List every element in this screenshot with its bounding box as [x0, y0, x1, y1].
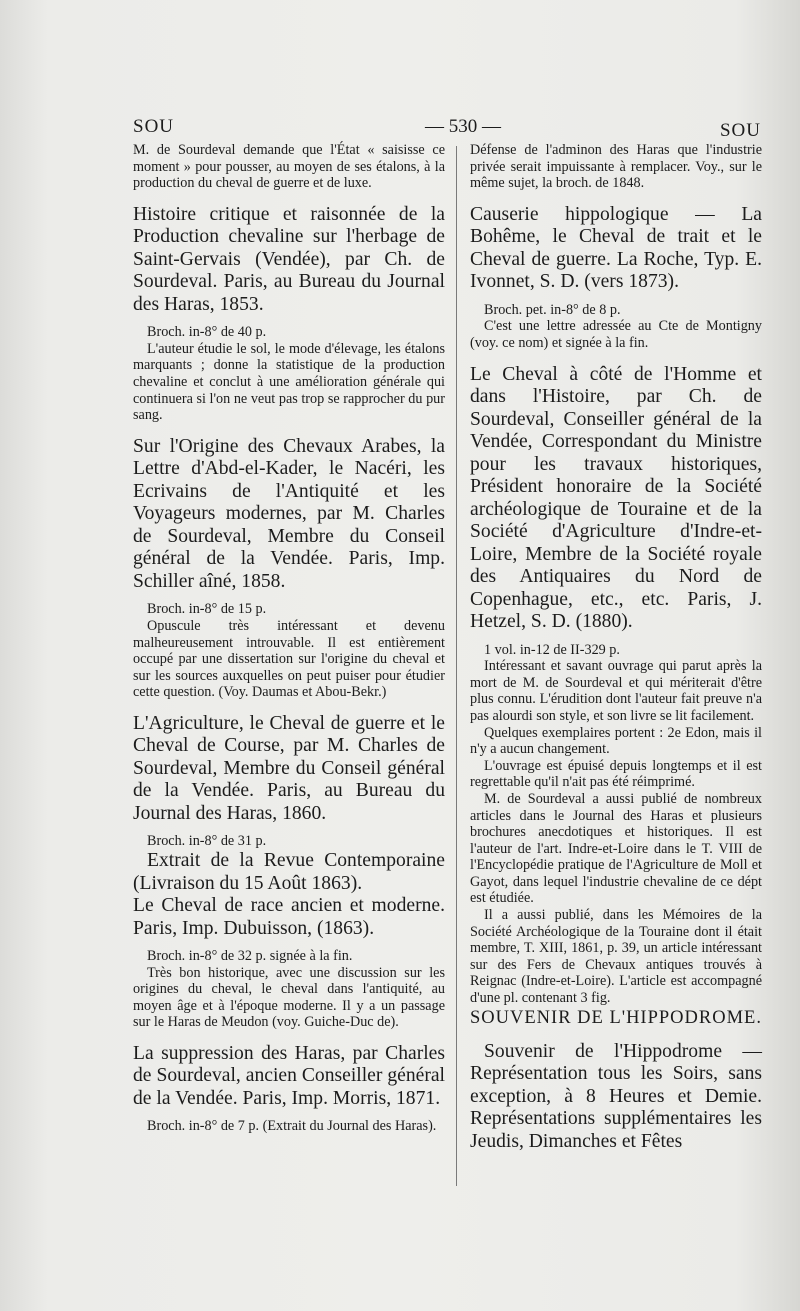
- entry-note: Quelques exemplaires portent : 2e Edon, mais il n'y a aucun changement.: [470, 724, 762, 758]
- entry-format: Broch. in-8° de 40 p.: [147, 324, 267, 341]
- entry-format: Broch. in-8° de 32 p. signée à la fin.: [147, 948, 353, 964]
- entry-title: Souvenir de l'Hippodrome — Représentation tous les Soirs, sans exception, à 8 Heures et Demie. Représentations supplémentaires les Jeudis, Dimanches et Fêtes: [470, 1040, 762, 1152]
- entry-note: Intéressant et savant ouvrage qui parut après la mort de M. de Sourdeval et qui mériterait d'être plus connu. L'érudition dont l'auteur fait preuve n'a pas alourdi son style, et son livre se lit facilement.: [470, 658, 762, 724]
- entry-note: C'est une lettre adressée au Cte de Montigny (voy. ce nom) et signée à la fin.: [470, 318, 762, 351]
- right-column: [470, 142, 762, 1153]
- page-number: — 530 —: [425, 116, 501, 137]
- entry-note: Défense de l'adminon des Haras que l'industrie privée serait impuissante à remplacer. Voy., sur le même sujet, la broch. de 1848.: [470, 142, 762, 192]
- entry-note: Très bon historique, avec une discussion sur les origines du cheval, le cheval dans l'antiquité, au moyen âge et à l'époque moderne. Il y a un passage sur le Haras de Meudon (voy. Guiche-Duc de).: [133, 964, 445, 1031]
- entry-title: La suppression des Haras, par Charles de Sourdeval, ancien Conseiller général de la Vendée. Paris, Imp. Morris, 1871.: [133, 1042, 445, 1109]
- entry-format: Broch. pet. in-8° de 8 p.: [484, 301, 621, 318]
- entry-title: Sur l'Origine des Chevaux Arabes, la Lettre d'Abd-el-Kader, le Nacéri, les Ecrivains de l'Antiquité et les Voyageurs modernes, par M. Charles de Sourdeval, Membre du Conseil général de la Vendée. Paris, Imp. Schiller aîné, 1858.: [133, 435, 445, 592]
- entry-format: Broch. in-8° de 15 p.: [147, 601, 267, 618]
- entry-note: M. de Sourdeval a aussi publié de nombreux articles dans le Journal des Haras et plusieurs brochures anecdotiques et historiques. Il est l'auteur de l'art. Indre-et-Loire dans le T. VIII de l'Encyclopédie pratique de l'Agriculture de Moll et Gayot, dans lequel l'industrie chevaline de ce dépt est étudiée.: [470, 790, 762, 907]
- entry-format: Broch. in-8° de 31 p.: [147, 833, 267, 850]
- entry-note: L'auteur étudie le sol, le mode d'élevage, les étalons marquants ; donne la statistique de la production chevaline et conclut à une amélioration générale qui continuera si l'on ne veut pas trop se rapprocher du pur sang.: [133, 340, 445, 424]
- entry-note: Opuscule très intéressant et devenu malheureusement introuvable. Il est entièrement occupé par une dissertation sur l'origine du cheval et sur les sources auxquelles on peut puiser pour étudier cette question. (Voy. Daumas et Abou-Bekr.): [133, 617, 445, 701]
- section-heading: SOUVENIR DE L'HIPPODROME.: [470, 1007, 762, 1028]
- entry-title: Causerie hippologique — La Bohême, le Cheval de trait et le Cheval de guerre. La Roche, Typ. E. Ivonnet, S. D. (vers 1873).: [470, 203, 762, 293]
- entry-note: M. de Sourdeval demande que l'État « saisisse ce moment » pour pousser, au moyen de ses étalons, à la production du cheval de guerre et de luxe.: [133, 142, 445, 192]
- left-column: [133, 142, 445, 1135]
- column-divider: [456, 146, 457, 1186]
- entry-title: Le Cheval à côté de l'Homme et dans l'Histoire, par Ch. de Sourdeval, Conseiller général de la Vendée, Correspondant du Ministre pour les travaux historiques, Président honoraire de la Société archéologique de Touraine et de la Société d'Agriculture d'Indre-et-Loire, Membre de la Société royale des Antiquaires du Nord de Copenhague, etc., etc. Paris, J. Hetzel, S. D. (1880).: [470, 363, 762, 633]
- running-head: [133, 116, 761, 144]
- entry-title: L'Agriculture, le Cheval de guerre et le Cheval de Course, par M. Charles de Sourdeval, Membre du Conseil général de la Vendée. Paris, au Bureau du Journal des Haras, 1860.: [133, 712, 445, 824]
- running-head-left: SOU: [133, 116, 175, 137]
- entry-title: Histoire critique et raisonnée de la Production chevaline sur l'herbage de Saint-Gervais (Vendée), par Ch. de Sourdeval. Paris, au Bureau du Journal des Haras, 1853.: [133, 203, 445, 315]
- entry-title: Le Cheval de race ancien et moderne. Paris, Imp. Dubuisson, (1863).: [133, 895, 445, 939]
- entry-note: L'ouvrage est épuisé depuis longtemps et il est regrettable qu'il n'ait pas été réimprimé.: [470, 757, 762, 791]
- entry-format: Broch. in-8° de 7 p. (Extrait du Journal des Haras).: [147, 1118, 437, 1135]
- running-head-right: SOU: [719, 120, 761, 141]
- entry-format: 1 vol. in-12 de II-329 p.: [484, 641, 620, 658]
- entry-extract: Extrait de la Revue Contemporaine (Livraison du 15 Août 1863).: [133, 850, 445, 894]
- entry-note: Il a aussi publié, dans les Mémoires de la Société Archéologique de la Touraine dont il était membre, T. XIII, 1861, p. 39, un article intéressant sur des Fers de Chevaux antiques trouvés à Reignac (Indre-et-Loire). L'article est accompagné d'une pl. contenant 3 fig.: [470, 907, 762, 1007]
